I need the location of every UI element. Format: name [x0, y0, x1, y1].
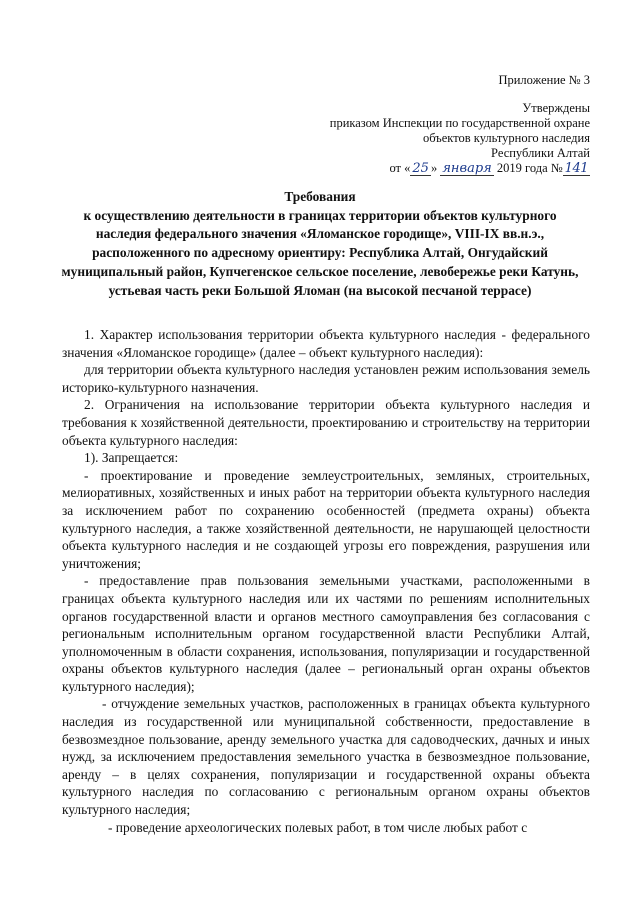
approval-line: приказом Инспекции по государственной охране [329, 116, 590, 130]
paragraph: 2. Ограничения на использование территории объекта культурного наследия и требования к хозяйственной деятельности, проектированию и строительству на территории объекта культурного наследия: [62, 397, 590, 448]
handwritten-day: 25 [412, 161, 429, 176]
date-mid: » [430, 161, 438, 175]
paragraph: - предоставление прав пользования земельными участками, расположенными в границах объекта культурного наследия или их частями по решениям исполнительных органов государственной власти и органов местного самоуправления без согласования с региональным исполнительным органом государственной власти Республики Алтай, уполномоченным в области сохранения, использования, популяризации и государственной охраны объектов культурного наследия (далее – региональный орган охраны объектов культурного наследия); [62, 573, 590, 694]
paragraph: 1. Характер использования территории объекта культурного наследия - федерального значения «Яломанское городище» (далее – объект культурного наследия): [62, 327, 590, 360]
date-prefix: от « [389, 161, 411, 175]
paragraph: - проектирование и проведение землеустроительных, земляных, строительных, мелиоративных, хозяйственных и иных работ на территории объекта культурного наследия за исключением работ по сохранению особенностей (предмета охраны) объекта культурного наследия, а также хозяйственной деятельности, не нарушающей целостности объекта культурного наследия и не создающей угрозы его повреждения, разрушения или уничтожения; [62, 467, 590, 571]
document-body [62, 326, 590, 836]
paragraph: для территории объекта культурного наследия установлен режим использования земель историко-культурного назначения. [62, 362, 590, 395]
paragraph: - проведение археологических полевых работ, в том числе любых работ с [108, 819, 528, 835]
paragraph: - отчуждение земельных участков, расположенных в границах объекта культурного наследия из государственной или муниципальной собственности, предоставление в безвозмездное пользование, аренду земельного участка для садоводческих, дачных и иных нужд, за исключением предоставления земельного участка в безвозмездное пользование, аренду – в целях сохранения, популяризации и государственной охраны объекта культурного наследия по согласованию с региональным органом охраны объектов культурного наследия; [62, 696, 590, 818]
approval-line: объектов культурного наследия [423, 131, 590, 145]
approval-line: Утверждены [522, 101, 590, 115]
paragraph: 1). Запрещается: [84, 450, 179, 466]
document-title [60, 188, 580, 300]
handwritten-month: января [442, 161, 492, 176]
appendix-label: Приложение № 3 [498, 73, 590, 87]
approval-block [330, 101, 590, 176]
date-year: 2019 года № [496, 161, 563, 175]
title-body: к осуществлению деятельности в границах территории объектов культурного наследия федерального значения «Яломанское городище», VIII-IX вв.н.э., расположенного по адресному ориентиру: Республика Алтай, Онгудайский муниципальный район, Купчегенское сельское поселение, левобережье реки Катунь, устьевая часть реки Большой Яломан (на высокой песчаной террасе) [61, 207, 579, 298]
approval-line: Республики Алтай [491, 146, 590, 160]
approval-date-line [330, 161, 590, 176]
handwritten-order-number: 141 [564, 161, 588, 176]
title-heading: Требования [284, 189, 356, 204]
